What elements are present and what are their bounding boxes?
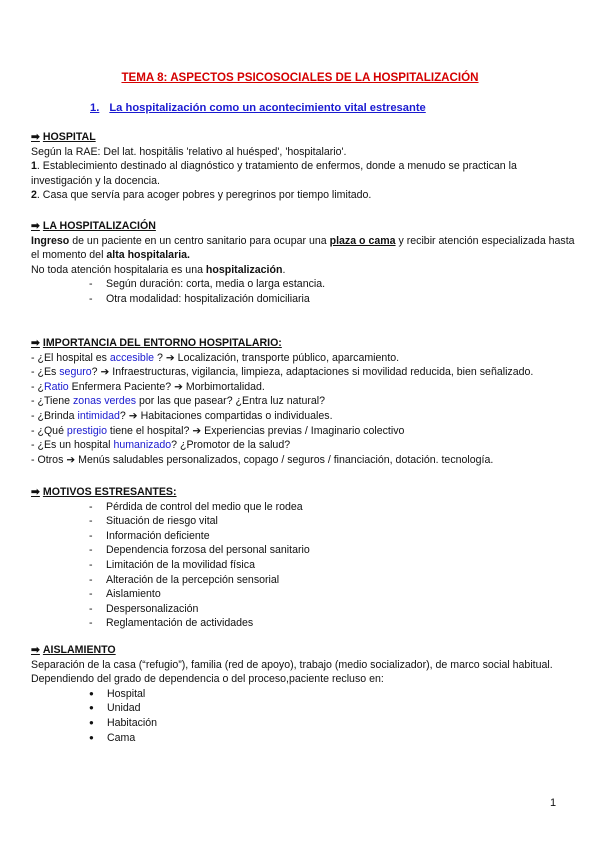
page-number: 1 <box>550 797 557 809</box>
importancia-line: - Otros ➔ Menús saludables personalizados, copago / seguros / financiación, dotación. tecnología. <box>31 453 494 466</box>
importancia-line: - ¿Tiene zonas verdes por las que pasear? ¿Entra luz natural? <box>31 395 326 408</box>
hospital-heading: ➡ HOSPITAL <box>31 131 96 143</box>
motivos-section <box>31 485 576 631</box>
importancia-line: - ¿Qué prestigio tiene el hospital? ➔ Experiencias previas / Imaginario colectivo <box>31 424 405 437</box>
subtitle-number: 1. <box>90 102 100 114</box>
aislamiento-paragraph: Separación de la casa (“refugio”), familia (red de apoyo), trabajo (medio socializador), de marco social habitual. <box>31 658 553 671</box>
list-item: - Despersonalización <box>89 602 576 617</box>
arrow-icon: ➡ <box>31 337 40 349</box>
list-item: ● Unidad <box>89 701 576 716</box>
hospitalizacion-heading: ➡ LA HOSPITALIZACIÓN <box>31 220 156 232</box>
importancia-line: - ¿Es seguro? ➔ Infraestructuras, vigilancia, limpieza, adaptaciones si movilidad reducida, bien señalizado. <box>31 366 534 379</box>
list-item: - Alteración de la percepción sensorial <box>89 573 576 588</box>
aislamiento-section <box>31 643 576 745</box>
list-item: - Situación de riesgo vital <box>89 514 576 529</box>
aislamiento-heading: ➡ AISLAMIENTO <box>31 644 116 656</box>
list-item: ● Habitación <box>89 716 576 731</box>
list-item: - Limitación de la movilidad física <box>89 558 576 573</box>
arrow-icon: ➡ <box>31 131 40 143</box>
definition-1: 1. Establecimiento destinado al diagnóstico y tratamiento de enfermos, donde a menudo se practican la investigación y la docencia. <box>31 160 517 187</box>
importancia-line: - ¿Es un hospital humanizado? ¿Promotor de la salud? <box>31 439 291 452</box>
list-item: - Aislamiento <box>89 587 576 602</box>
rae-definition: Según la RAE: Del lat. hospitālis 'relativo al huésped', 'hospitalario'. <box>31 145 347 158</box>
motivos-list <box>31 500 576 631</box>
document-title: TEMA 8: ASPECTOS PSICOSOCIALES DE LA HOSPITALIZACIÓN <box>121 71 479 84</box>
arrow-icon: ➡ <box>31 220 40 232</box>
hospital-section <box>31 130 576 203</box>
arrow-icon: ➡ <box>31 486 40 498</box>
importancia-line: - ¿Ratio Enfermera Paciente? ➔ Morbimortalidad. <box>31 380 265 393</box>
list-item: - Dependencia forzosa del personal sanitario <box>89 543 576 558</box>
importancia-line: - ¿El hospital es accesible ? ➔ Localización, transporte público, aparcamiento. <box>31 351 400 364</box>
hospitalizacion-paragraph: Ingreso de un paciente en un centro sanitario para ocupar una plaza o cama y recibir atención especializada hasta el momento del alta hospitalaria. <box>31 234 575 262</box>
definition-2: 2. Casa que servía para acoger pobres y peregrinos por tiempo limitado. <box>31 189 372 202</box>
list-item: - Información deficiente <box>89 529 576 544</box>
arrow-icon: ➡ <box>31 644 40 656</box>
section-subtitle <box>90 101 426 116</box>
list-item: - Pérdida de control del medio que le rodea <box>89 500 576 515</box>
aislamiento-note: Dependiendo del grado de dependencia o del proceso,paciente recluso en: <box>31 673 384 686</box>
motivos-heading: ➡ MOTIVOS ESTRESANTES: <box>31 486 177 498</box>
hospitalizacion-section <box>31 219 576 307</box>
importancia-heading: ➡ IMPORTANCIA DEL ENTORNO HOSPITALARIO: <box>31 337 282 349</box>
subtitle-text: La hospitalización como un acontecimiento vital estresante <box>109 102 426 114</box>
aislamiento-list <box>31 687 576 745</box>
list-item: ● Hospital <box>89 687 576 702</box>
importancia-line: - ¿Brinda intimidad? ➔ Habitaciones compartidas o individuales. <box>31 409 333 422</box>
list-item: ● Cama <box>89 731 576 746</box>
list-item: - Reglamentación de actividades <box>89 616 576 631</box>
list-item: - Según duración: corta, media o larga estancia. <box>89 277 576 292</box>
importancia-section <box>31 336 576 467</box>
hospitalizacion-note: No toda atención hospitalaria es una hospitalización. <box>31 263 286 276</box>
hospitalizacion-list <box>31 277 576 306</box>
list-item: - Otra modalidad: hospitalización domiciliaria <box>89 292 576 307</box>
